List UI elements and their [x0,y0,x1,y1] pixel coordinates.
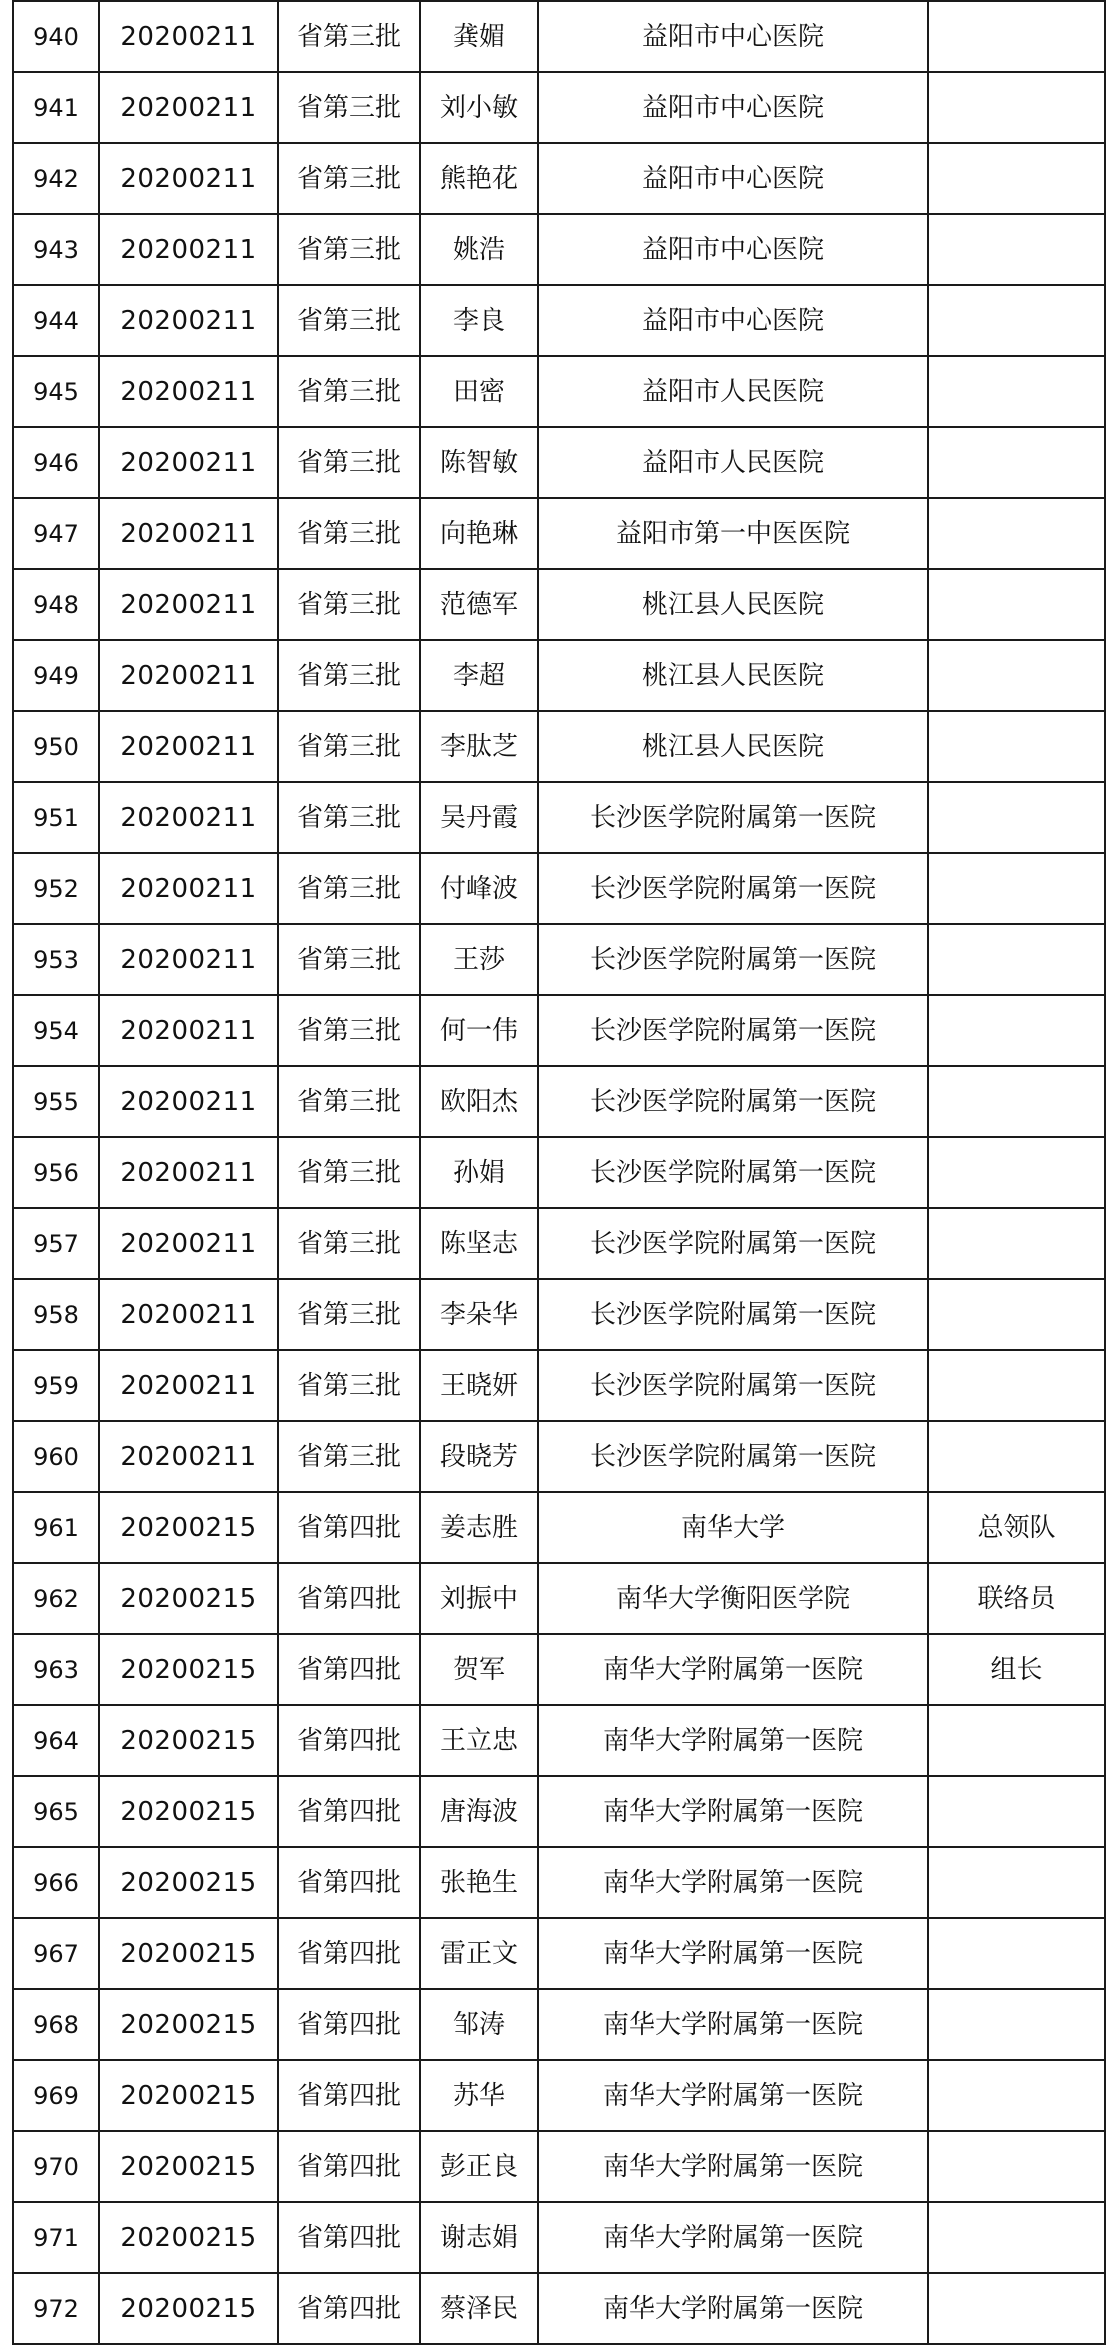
person-name-cell: 孙娟 [420,1137,538,1208]
batch-cell: 省第四批 [278,1492,420,1563]
person-name-cell: 姚浩 [420,214,538,285]
organization-cell: 长沙医学院附属第一医院 [538,1279,928,1350]
batch-cell: 省第四批 [278,1989,420,2060]
date-cell: 20200211 [99,1421,278,1492]
table-row [13,1066,1105,1137]
row-number-cell: 942 [13,143,99,214]
person-name-cell: 段晓芳 [420,1421,538,1492]
person-name-cell: 王莎 [420,924,538,995]
date-cell: 20200215 [99,2131,278,2202]
date-cell: 20200211 [99,569,278,640]
person-name-cell: 龚媚 [420,1,538,72]
role-cell [928,1776,1105,1847]
date-cell: 20200215 [99,1492,278,1563]
batch-cell: 省第四批 [278,2060,420,2131]
date-cell: 20200211 [99,711,278,782]
person-name-cell: 何一伟 [420,995,538,1066]
role-cell [928,1421,1105,1492]
table-row [13,640,1105,711]
table-row [13,2202,1105,2273]
person-name-cell: 李超 [420,640,538,711]
person-name-cell: 吴丹霞 [420,782,538,853]
table-row [13,1705,1105,1776]
table-row [13,285,1105,356]
organization-cell: 长沙医学院附属第一医院 [538,1421,928,1492]
batch-cell: 省第三批 [278,782,420,853]
date-cell: 20200211 [99,924,278,995]
role-cell [928,2060,1105,2131]
batch-cell: 省第三批 [278,427,420,498]
organization-cell: 南华大学衡阳医学院 [538,1563,928,1634]
person-name-cell: 李朵华 [420,1279,538,1350]
batch-cell: 省第三批 [278,356,420,427]
date-cell: 20200211 [99,356,278,427]
row-number-cell: 967 [13,1918,99,1989]
batch-cell: 省第三批 [278,72,420,143]
batch-cell: 省第三批 [278,1,420,72]
row-number-cell: 941 [13,72,99,143]
date-cell: 20200211 [99,1066,278,1137]
row-number-cell: 956 [13,1137,99,1208]
date-cell: 20200211 [99,1350,278,1421]
batch-cell: 省第三批 [278,995,420,1066]
date-cell: 20200211 [99,1,278,72]
organization-cell: 长沙医学院附属第一医院 [538,782,928,853]
organization-cell: 桃江县人民医院 [538,569,928,640]
date-cell: 20200211 [99,853,278,924]
role-cell [928,711,1105,782]
table-row [13,782,1105,853]
table-row [13,1350,1105,1421]
row-number-cell: 965 [13,1776,99,1847]
organization-cell: 益阳市第一中医医院 [538,498,928,569]
table-row [13,711,1105,782]
person-name-cell: 熊艳花 [420,143,538,214]
batch-cell: 省第三批 [278,1137,420,1208]
table-row [13,1421,1105,1492]
table-row [13,2060,1105,2131]
organization-cell: 南华大学附属第一医院 [538,2131,928,2202]
organization-cell: 南华大学 [538,1492,928,1563]
row-number-cell: 972 [13,2273,99,2344]
organization-cell: 长沙医学院附属第一医院 [538,1137,928,1208]
date-cell: 20200211 [99,640,278,711]
row-number-cell: 960 [13,1421,99,1492]
batch-cell: 省第四批 [278,2131,420,2202]
date-cell: 20200215 [99,1847,278,1918]
role-cell [928,1350,1105,1421]
batch-cell: 省第四批 [278,1776,420,1847]
table-row [13,1918,1105,1989]
date-cell: 20200215 [99,1563,278,1634]
role-cell [928,427,1105,498]
table-row [13,1563,1105,1634]
row-number-cell: 970 [13,2131,99,2202]
batch-cell: 省第三批 [278,640,420,711]
organization-cell: 益阳市人民医院 [538,356,928,427]
table-row [13,427,1105,498]
person-name-cell: 谢志娟 [420,2202,538,2273]
organization-cell: 南华大学附属第一医院 [538,2202,928,2273]
organization-cell: 益阳市中心医院 [538,285,928,356]
person-name-cell: 向艳琳 [420,498,538,569]
role-cell [928,995,1105,1066]
date-cell: 20200215 [99,2273,278,2344]
batch-cell: 省第三批 [278,498,420,569]
date-cell: 20200215 [99,1634,278,1705]
batch-cell: 省第三批 [278,214,420,285]
batch-cell: 省第三批 [278,853,420,924]
table-row [13,356,1105,427]
date-cell: 20200211 [99,285,278,356]
batch-cell: 省第四批 [278,2273,420,2344]
role-cell [928,1847,1105,1918]
person-name-cell: 雷正文 [420,1918,538,1989]
table-row [13,143,1105,214]
organization-cell: 长沙医学院附属第一医院 [538,853,928,924]
person-name-cell: 范德军 [420,569,538,640]
table-row [13,498,1105,569]
person-name-cell: 苏华 [420,2060,538,2131]
organization-cell: 益阳市中心医院 [538,1,928,72]
person-name-cell: 姜志胜 [420,1492,538,1563]
table-row [13,2273,1105,2344]
row-number-cell: 959 [13,1350,99,1421]
person-name-cell: 刘振中 [420,1563,538,1634]
role-cell [928,1208,1105,1279]
role-cell [928,640,1105,711]
organization-cell: 长沙医学院附属第一医院 [538,924,928,995]
date-cell: 20200211 [99,995,278,1066]
date-cell: 20200215 [99,1989,278,2060]
row-number-cell: 946 [13,427,99,498]
row-number-cell: 954 [13,995,99,1066]
role-cell [928,782,1105,853]
batch-cell: 省第四批 [278,1705,420,1776]
batch-cell: 省第三批 [278,285,420,356]
person-name-cell: 彭正良 [420,2131,538,2202]
batch-cell: 省第四批 [278,1918,420,1989]
organization-cell: 长沙医学院附属第一医院 [538,1208,928,1279]
table-row [13,1279,1105,1350]
date-cell: 20200215 [99,1776,278,1847]
organization-cell: 益阳市中心医院 [538,214,928,285]
role-cell [928,1705,1105,1776]
role-cell [928,498,1105,569]
role-cell [928,2273,1105,2344]
organization-cell: 南华大学附属第一医院 [538,1989,928,2060]
table-row [13,1847,1105,1918]
row-number-cell: 950 [13,711,99,782]
table-row [13,924,1105,995]
role-cell: 组长 [928,1634,1105,1705]
table-row [13,1208,1105,1279]
table-row [13,1989,1105,2060]
row-number-cell: 947 [13,498,99,569]
table-row [13,1776,1105,1847]
organization-cell: 南华大学附属第一医院 [538,1847,928,1918]
batch-cell: 省第三批 [278,1279,420,1350]
row-number-cell: 951 [13,782,99,853]
organization-cell: 南华大学附属第一医院 [538,1705,928,1776]
roster-sheet [12,0,1104,2345]
table-row [13,853,1105,924]
role-cell [928,1,1105,72]
date-cell: 20200211 [99,214,278,285]
date-cell: 20200211 [99,1208,278,1279]
organization-cell: 南华大学附属第一医院 [538,2273,928,2344]
date-cell: 20200211 [99,782,278,853]
date-cell: 20200211 [99,1279,278,1350]
role-cell: 联络员 [928,1563,1105,1634]
date-cell: 20200215 [99,2060,278,2131]
person-name-cell: 刘小敏 [420,72,538,143]
row-number-cell: 949 [13,640,99,711]
role-cell [928,214,1105,285]
roster-table-body [13,1,1105,2344]
organization-cell: 桃江县人民医院 [538,711,928,782]
row-number-cell: 940 [13,1,99,72]
person-name-cell: 田密 [420,356,538,427]
batch-cell: 省第四批 [278,1563,420,1634]
person-name-cell: 邹涛 [420,1989,538,2060]
table-row [13,72,1105,143]
batch-cell: 省第四批 [278,2202,420,2273]
role-cell [928,1279,1105,1350]
organization-cell: 益阳市中心医院 [538,143,928,214]
organization-cell: 南华大学附属第一医院 [538,2060,928,2131]
table-row [13,1634,1105,1705]
row-number-cell: 955 [13,1066,99,1137]
role-cell [928,1137,1105,1208]
date-cell: 20200211 [99,427,278,498]
person-name-cell: 王晓妍 [420,1350,538,1421]
person-name-cell: 付峰波 [420,853,538,924]
row-number-cell: 963 [13,1634,99,1705]
role-cell [928,569,1105,640]
table-row [13,1,1105,72]
batch-cell: 省第三批 [278,1066,420,1137]
row-number-cell: 968 [13,1989,99,2060]
role-cell [928,72,1105,143]
person-name-cell: 唐海波 [420,1776,538,1847]
person-name-cell: 陈坚志 [420,1208,538,1279]
person-name-cell: 李良 [420,285,538,356]
date-cell: 20200211 [99,143,278,214]
row-number-cell: 953 [13,924,99,995]
row-number-cell: 944 [13,285,99,356]
row-number-cell: 958 [13,1279,99,1350]
person-name-cell: 蔡泽民 [420,2273,538,2344]
date-cell: 20200215 [99,1705,278,1776]
row-number-cell: 966 [13,1847,99,1918]
row-number-cell: 962 [13,1563,99,1634]
role-cell [928,1989,1105,2060]
person-name-cell: 李肽芝 [420,711,538,782]
organization-cell: 长沙医学院附属第一医院 [538,995,928,1066]
role-cell [928,356,1105,427]
organization-cell: 南华大学附属第一医院 [538,1634,928,1705]
organization-cell: 南华大学附属第一医院 [538,1918,928,1989]
role-cell [928,285,1105,356]
table-row [13,214,1105,285]
batch-cell: 省第四批 [278,1847,420,1918]
organization-cell: 长沙医学院附属第一医院 [538,1350,928,1421]
batch-cell: 省第四批 [278,1634,420,1705]
batch-cell: 省第三批 [278,143,420,214]
organization-cell: 南华大学附属第一医院 [538,1776,928,1847]
date-cell: 20200211 [99,72,278,143]
table-row [13,2131,1105,2202]
date-cell: 20200215 [99,2202,278,2273]
role-cell: 总领队 [928,1492,1105,1563]
role-cell [928,2202,1105,2273]
row-number-cell: 948 [13,569,99,640]
batch-cell: 省第三批 [278,1421,420,1492]
role-cell [928,2131,1105,2202]
batch-cell: 省第三批 [278,569,420,640]
batch-cell: 省第三批 [278,1350,420,1421]
row-number-cell: 964 [13,1705,99,1776]
role-cell [928,1066,1105,1137]
row-number-cell: 971 [13,2202,99,2273]
table-row [13,1492,1105,1563]
organization-cell: 益阳市人民医院 [538,427,928,498]
date-cell: 20200211 [99,498,278,569]
row-number-cell: 969 [13,2060,99,2131]
organization-cell: 益阳市中心医院 [538,72,928,143]
person-name-cell: 陈智敏 [420,427,538,498]
date-cell: 20200215 [99,1918,278,1989]
table-row [13,1137,1105,1208]
organization-cell: 长沙医学院附属第一医院 [538,1066,928,1137]
row-number-cell: 961 [13,1492,99,1563]
batch-cell: 省第三批 [278,1208,420,1279]
person-name-cell: 王立忠 [420,1705,538,1776]
row-number-cell: 943 [13,214,99,285]
role-cell [928,853,1105,924]
roster-table [12,0,1106,2345]
role-cell [928,924,1105,995]
date-cell: 20200211 [99,1137,278,1208]
batch-cell: 省第三批 [278,924,420,995]
batch-cell: 省第三批 [278,711,420,782]
table-row [13,569,1105,640]
table-row [13,995,1105,1066]
row-number-cell: 957 [13,1208,99,1279]
row-number-cell: 952 [13,853,99,924]
organization-cell: 桃江县人民医院 [538,640,928,711]
person-name-cell: 张艳生 [420,1847,538,1918]
person-name-cell: 欧阳杰 [420,1066,538,1137]
person-name-cell: 贺军 [420,1634,538,1705]
role-cell [928,1918,1105,1989]
row-number-cell: 945 [13,356,99,427]
role-cell [928,143,1105,214]
